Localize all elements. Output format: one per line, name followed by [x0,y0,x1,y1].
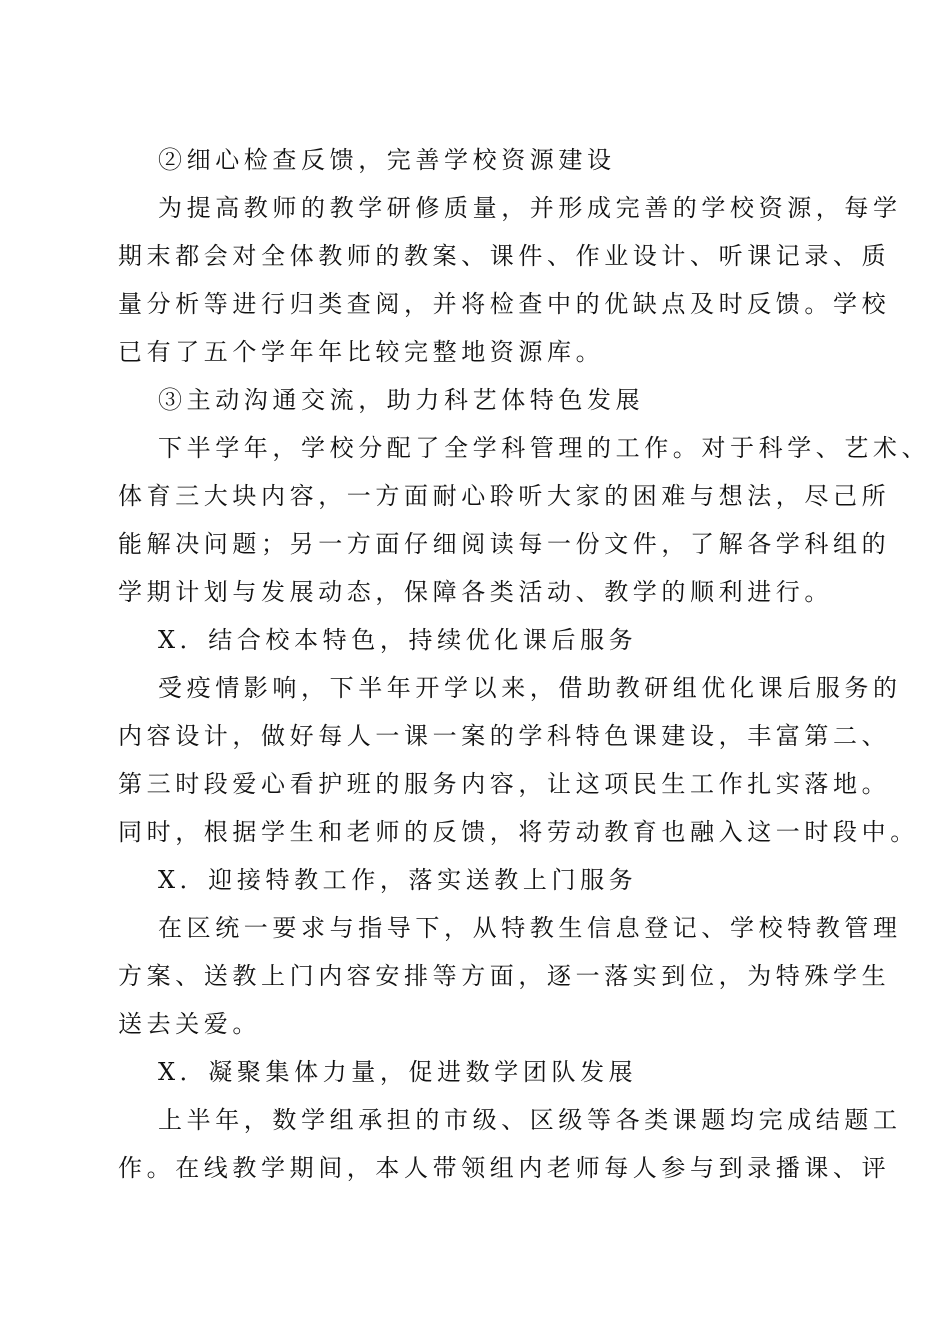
paragraph-line: 同时，根据学生和老师的反馈，将劳动教育也融入这一时段中。 [118,818,919,846]
paragraph-line: 量分析等进行归类查阅，并将检查中的优缺点及时反馈。学校 [118,290,891,318]
section-heading: X．结合校本特色，持续优化课后服务 [158,626,638,654]
paragraph-line: 内容设计，做好每人一课一案的学科特色课建设，丰富第二、 [118,722,891,750]
paragraph-line: 期末都会对全体教师的教案、课件、作业设计、听课记录、质 [118,242,891,270]
section-heading: X．迎接特教工作，落实送教上门服务 [158,866,638,894]
paragraph-line: 已有了五个学年年比较完整地资源库。 [118,338,605,366]
paragraph-line: 能解决问题；另一方面仔细阅读每一份文件，了解各学科组的 [118,530,891,558]
paragraph-line: 体育三大块内容，一方面耐心聆听大家的困难与想法，尽己所 [118,482,891,510]
paragraph-line: 送去关爱。 [118,1010,261,1038]
document-body [118,136,931,1192]
section-heading: X．凝聚集体力量，促进数学团队发展 [158,1058,638,1086]
paragraph-line: 受疫情影响，下半年开学以来，借助教研组优化课后服务的 [158,674,902,702]
paragraph-line: 上半年，数学组承担的市级、区级等各类课题均完成结题工 [158,1106,902,1134]
paragraph-line: 作。在线教学期间，本人带领组内老师每人参与到录播课、评 [118,1154,891,1182]
paragraph-line: 在区统一要求与指导下，从特教生信息登记、学校特教管理 [158,914,902,942]
paragraph-line: 下半学年，学校分配了全学科管理的工作。对于科学、艺术、 [158,434,931,462]
paragraph-line: 为提高教师的教学研修质量，并形成完善的学校资源，每学 [158,194,902,222]
paragraph-line: 学期计划与发展动态，保障各类活动、教学的顺利进行。 [118,578,833,606]
paragraph-line: 第三时段爱心看护班的服务内容，让这项民生工作扎实落地。 [118,770,891,798]
section-heading: ③主动沟通交流，助力科艺体特色发展 [158,386,645,414]
paragraph-line: 方案、送教上门内容安排等方面，逐一落实到位，为特殊学生 [118,962,891,990]
section-heading: ②细心检查反馈，完善学校资源建设 [158,146,616,174]
